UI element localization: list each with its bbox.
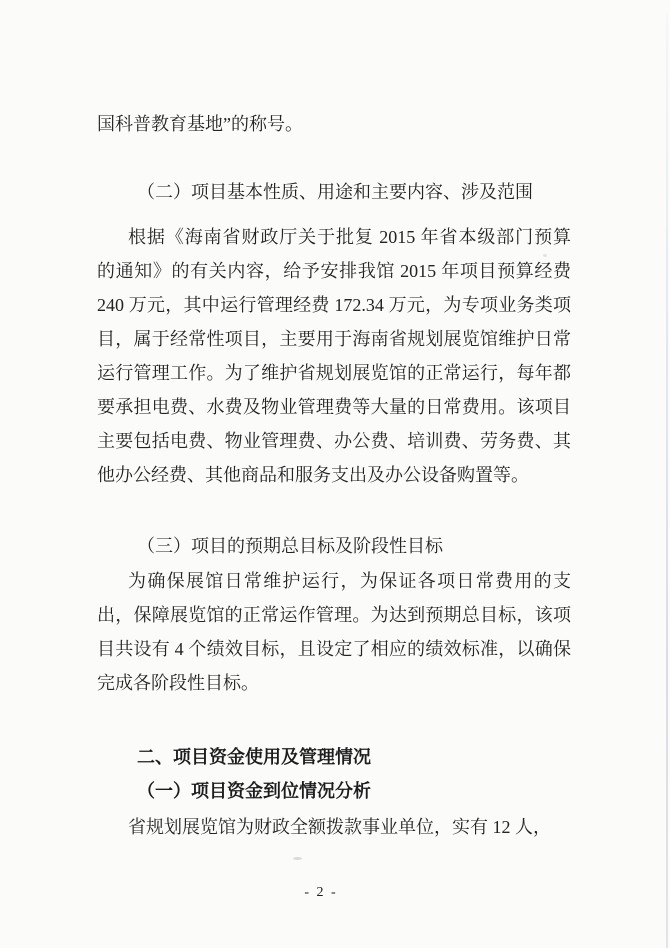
text-line: 的通知》的有关内容，给予安排我馆 2015 年项目预算经费	[97, 261, 571, 281]
text-line: 出，保障展览馆的正常运作管理。为达到预期总目标，该项	[97, 605, 571, 625]
text-line: 他办公经费、其他商品和服务支出及办公设备购置等。	[97, 465, 529, 485]
text-line: 目，属于经常性项目，主要用于海南省规划展览馆维护日常	[97, 329, 571, 349]
section2-paragraph	[97, 220, 571, 492]
scan-edge-artifact	[666, 14, 668, 948]
part2-subheading-funds-arrival: （一）项目资金到位情况分析	[137, 781, 371, 801]
text-line: 240 万元，其中运行管理经费 172.34 万元，为专项业务类项	[97, 295, 571, 315]
scan-speck	[293, 857, 302, 860]
text-line: 为确保展馆日常维护运行，为保证各项日常费用的支	[128, 571, 571, 591]
text-column	[97, 0, 571, 844]
text-line: 目共设有 4 个绩效目标，且设定了相应的绩效标准，以确保	[97, 639, 571, 659]
text-line: 主要包括电费、物业管理费、办公费、培训费、劳务费、其	[97, 431, 571, 451]
text-line: 根据《海南省财政厅关于批复 2015 年省本级部门预算	[128, 227, 571, 247]
paragraph-first-line: 省规划展览馆为财政全额拨款事业单位，实有 12 人，	[128, 817, 551, 837]
text-line: 完成各阶段性目标。	[97, 673, 259, 693]
section-heading-expected-goals: （三）项目的预期总目标及阶段性目标	[137, 536, 443, 556]
page-number: - 2 -	[304, 885, 338, 900]
section3-paragraph	[97, 564, 571, 700]
paragraph-continuation-line: 国科普教育基地”的称号。	[97, 114, 303, 134]
text-line: 要承担电费、水费及物业管理费等大量的日常费用。该项目	[97, 397, 571, 417]
part2-heading-funds-usage: 二、项目资金使用及管理情况	[137, 747, 371, 767]
text-line: 运行管理工作。为了维护省规划展览馆的正常运行，每年都	[97, 363, 571, 383]
section-heading-basic-nature: （二）项目基本性质、用途和主要内容、涉及范围	[137, 182, 533, 202]
